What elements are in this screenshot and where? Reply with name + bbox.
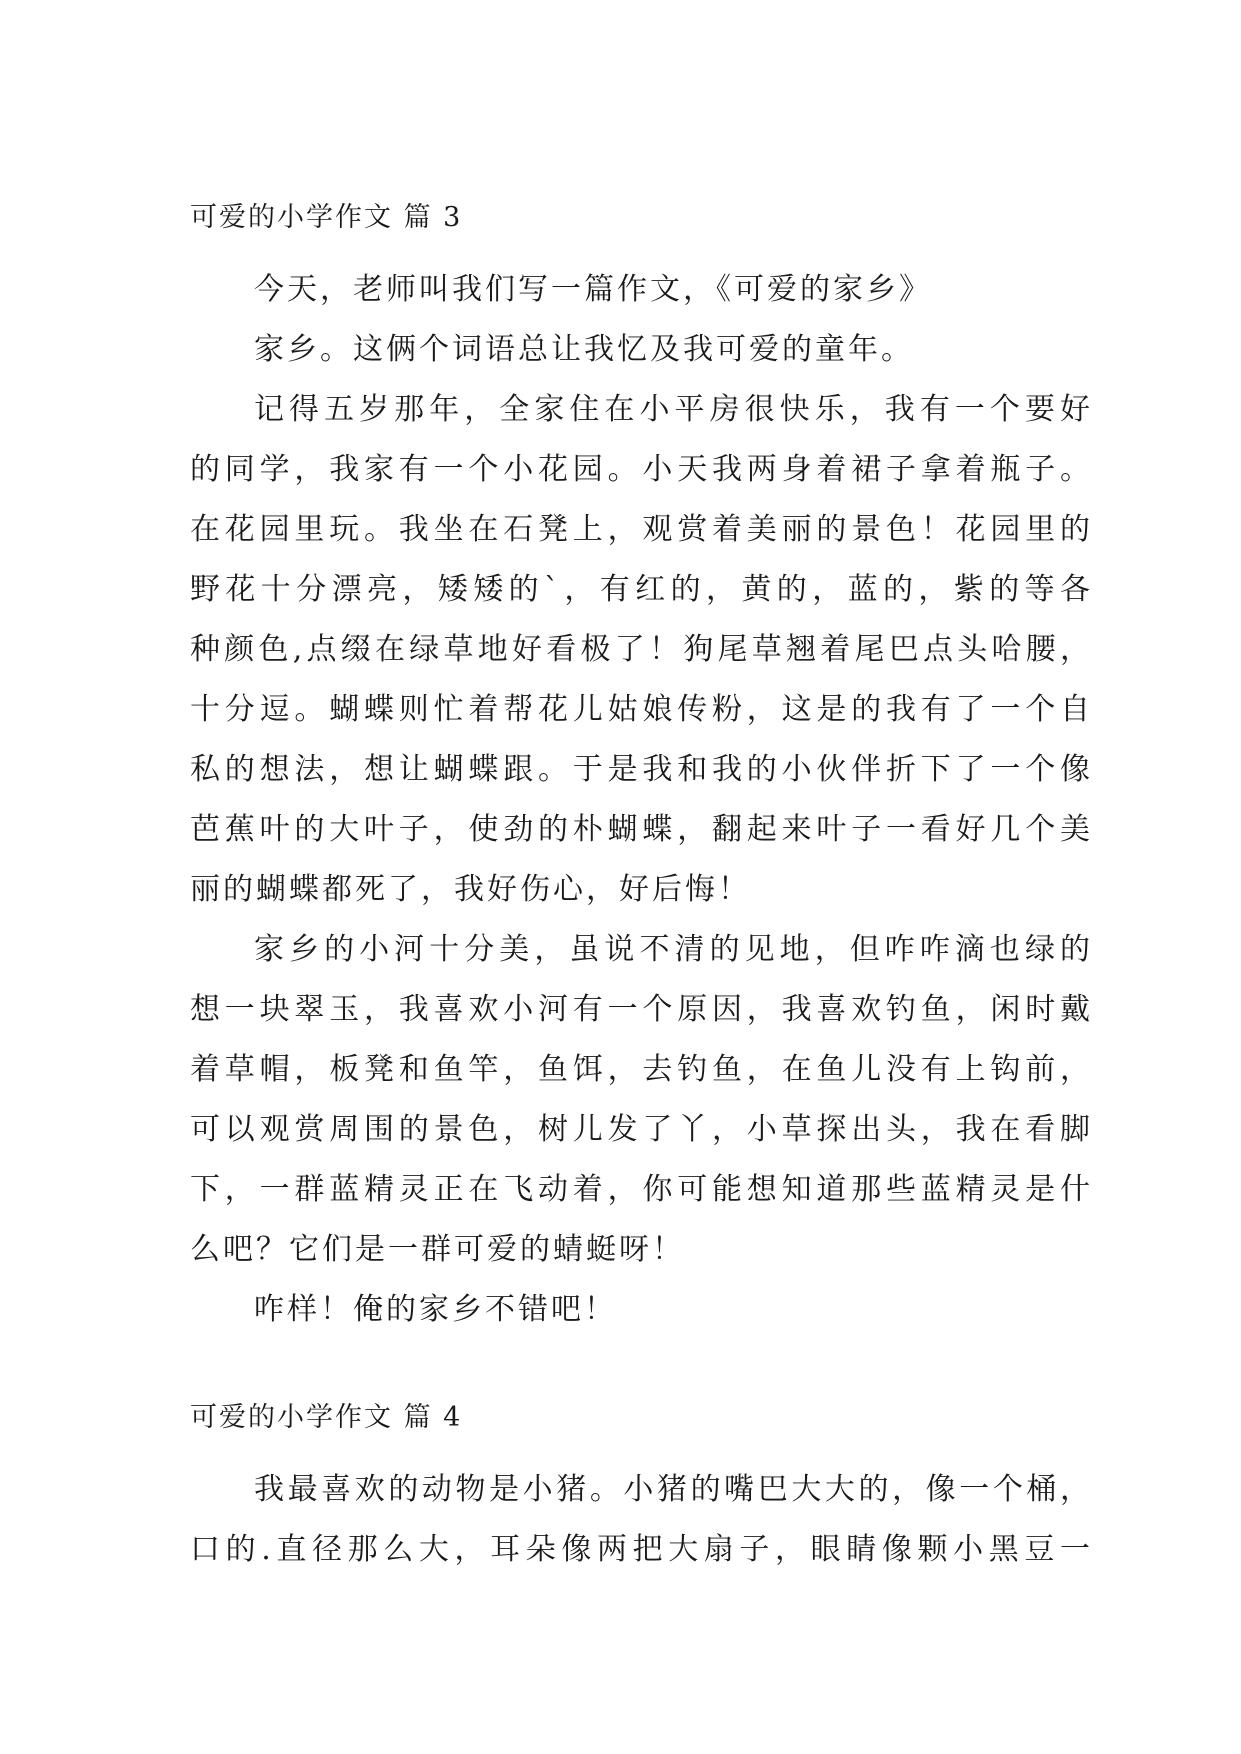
paragraph-line: 在花园里玩。我坐在石凳上，观赏着美丽的景色！花园里的 <box>190 512 1090 547</box>
paragraph-line: 种颜色,点缀在绿草地好看极了！狗尾草翘着尾巴点头哈腰， <box>190 632 1090 667</box>
paragraph-line: 记得五岁那年，全家住在小平房很快乐，我有一个要好 <box>254 392 1090 427</box>
paragraph-line: 着草帽，板凳和鱼竿，鱼饵，去钓鱼，在鱼儿没有上钩前， <box>190 1052 1090 1087</box>
paragraph-line: 野花十分漂亮，矮矮的`，有红的，黄的，蓝的，紫的等各 <box>190 572 1090 607</box>
paragraph-line: 口的.直径那么大，耳朵像两把大扇子，眼睛像颗小黑豆一 <box>190 1532 1090 1567</box>
paragraph-line: 家乡。这俩个词语总让我忆及我可爱的童年。 <box>254 332 914 367</box>
paragraph-line: 的同学，我家有一个小花园。小天我两身着裙子拿着瓶子。 <box>190 452 1090 487</box>
paragraph-line: 下，一群蓝精灵正在飞动着，你可能想知道那些蓝精灵是什 <box>190 1172 1090 1207</box>
paragraph-line: 想一块翠玉，我喜欢小河有一个原因，我喜欢钓鱼，闲时戴 <box>190 992 1090 1027</box>
section-title: 可爱的小学作文 篇 4 <box>190 1402 463 1433</box>
paragraph-line: 十分逗。蝴蝶则忙着帮花儿姑娘传粉，这是的我有了一个自 <box>190 692 1090 727</box>
paragraph-line: 咋样！俺的家乡不错吧！ <box>254 1292 617 1327</box>
paragraph-line: 我最喜欢的动物是小猪。小猪的嘴巴大大的，像一个桶， <box>254 1472 1090 1507</box>
section-title: 可爱的小学作文 篇 3 <box>190 202 463 233</box>
paragraph-line: 么吧？它们是一群可爱的蜻蜓呀！ <box>190 1232 685 1267</box>
paragraph-line: 芭蕉叶的大叶子，使劲的朴蝴蝶，翻起来叶子一看好几个美 <box>190 812 1090 847</box>
paragraph-line: 今天，老师叫我们写一篇作文，《可爱的家乡》 <box>254 272 932 307</box>
paragraph-line: 可以观赏周围的景色，树儿发了丫，小草探出头，我在看脚 <box>190 1112 1090 1147</box>
paragraph-line: 私的想法，想让蝴蝶跟。于是我和我的小伙伴折下了一个像 <box>190 752 1090 787</box>
paragraph-line: 丽的蝴蝶都死了，我好伤心，好后悔！ <box>190 872 751 907</box>
paragraph-line: 家乡的小河十分美，虽说不清的见地，但咋咋滴也绿的 <box>254 932 1090 967</box>
